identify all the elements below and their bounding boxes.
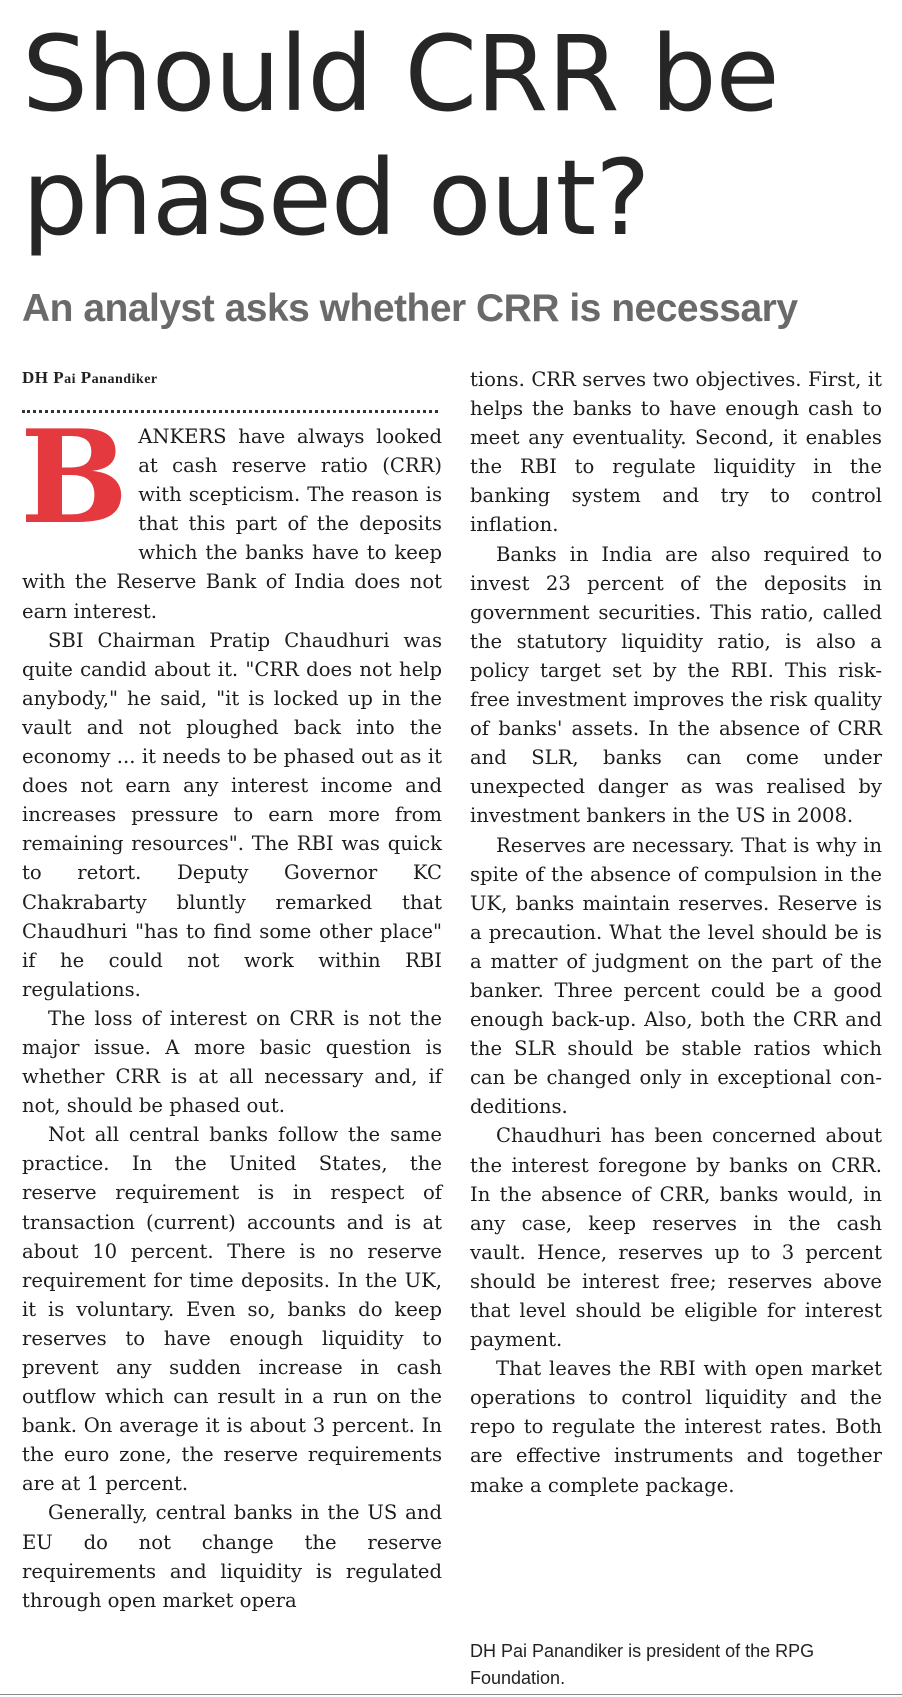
paragraph: That leaves the RBI with open market operations to control liquidity and the repo to regulate the interest rates. Both are effective instruments and together make a complete package. [470, 1357, 882, 1497]
headline: Should CRR be phased out? [22, 13, 779, 259]
article-column-1 [20, 403, 442, 1615]
byline-initials: DH [22, 368, 49, 387]
drop-cap: B [20, 403, 129, 553]
paragraph: Generally, central banks in the US and EU do not change the reserve requirements and liquidity is regulated through open market opera [22, 1501, 442, 1612]
paragraph: Banks in India are also required to invest 23 percent of the deposits in government securities. This ratio, called the statutory liquidity ratio, is also a policy target set by the RBI. This risk-free investment improves the risk quality of banks' assets. In the absence of CRR and SLR, banks can come under unexpected danger as was realised by investment bankers in the US in 2008. [470, 542, 882, 828]
subheadline: An analyst asks whether CRR is necessary [22, 287, 798, 330]
byline-last-initial: P [80, 368, 92, 387]
paragraph: Chaudhuri has been concerned about the interest foregone by banks on CRR. In the absence of CRR, banks would, in any case, keep reserves in the cash vault. Hence, reserves up to 3 percent should be interest free; reserves above that level should be eligible for interest payment. [470, 1124, 882, 1352]
paragraph: Reserves are necessary. That is why in spite of the absence of compulsion in the UK, banks maintain reserves. Reserve is a precaution. What the level should be is a matter of judgment on the part of the banker. Three percent could be a good enough back-up. Also, both the CRR and the SLR should be stable ratios which can be changed only in exceptional condeditions. [470, 833, 882, 1119]
paragraph: BANKERS have always looked at cash reserve ratio (CRR) with scepticism. The reason is that this part of the deposits which the banks have to keep with the Reserve Bank of India does not earn interest. [20, 403, 442, 623]
byline-last-rest: anandiker [91, 372, 158, 387]
paragraph: tions. CRR serves two objectives. First, it helps the banks to have enough cash to meet any eventuality. Second, it enables the RBI to regulate liquidity in the banking system and try to control inflation. [470, 368, 882, 537]
byline-first-rest: ai [64, 372, 77, 387]
paragraph: Not all central banks follow the same practice. In the United States, the reserve requirement is in respect of transaction (current) accounts and is at about 10 percent. There is no reserve requirement for time deposits. In the UK, it is voluntary. Even so, banks do keep reserves to have enough liquidity to prevent any sudden increase in cash outflow which can result in a run on the bank. On average it is about 3 percent. In the euro zone, the reserve requirements are at 1 percent. [22, 1123, 442, 1496]
author-credit: DH Pai Panandiker is president of the RPG Foundation. [470, 1641, 815, 1688]
article-column-2 [470, 365, 882, 1500]
byline-first-initial: P [53, 368, 65, 387]
byline [22, 368, 158, 388]
bottom-divider [0, 1694, 902, 1695]
paragraph: The loss of interest on CRR is not the major issue. A more basic question is whether CRR is at all necessary and, if not, should be phased out. [22, 1006, 442, 1118]
paragraph: SBI Chairman Pratip Chaudhuri was quite candid about it. "CRR does not help anybody," he said, "it is locked up in the vault and not ploughed back into the economy ... it needs to be phased out as it does not earn any interest income and increases pressure to earn more from remaining resources". The RBI was quick to retort. Deputy Governor KC Chakrabarty bluntly remarked that Chaudhuri "has to find some other place" if he could not work within RBI regulations. [22, 628, 442, 1001]
